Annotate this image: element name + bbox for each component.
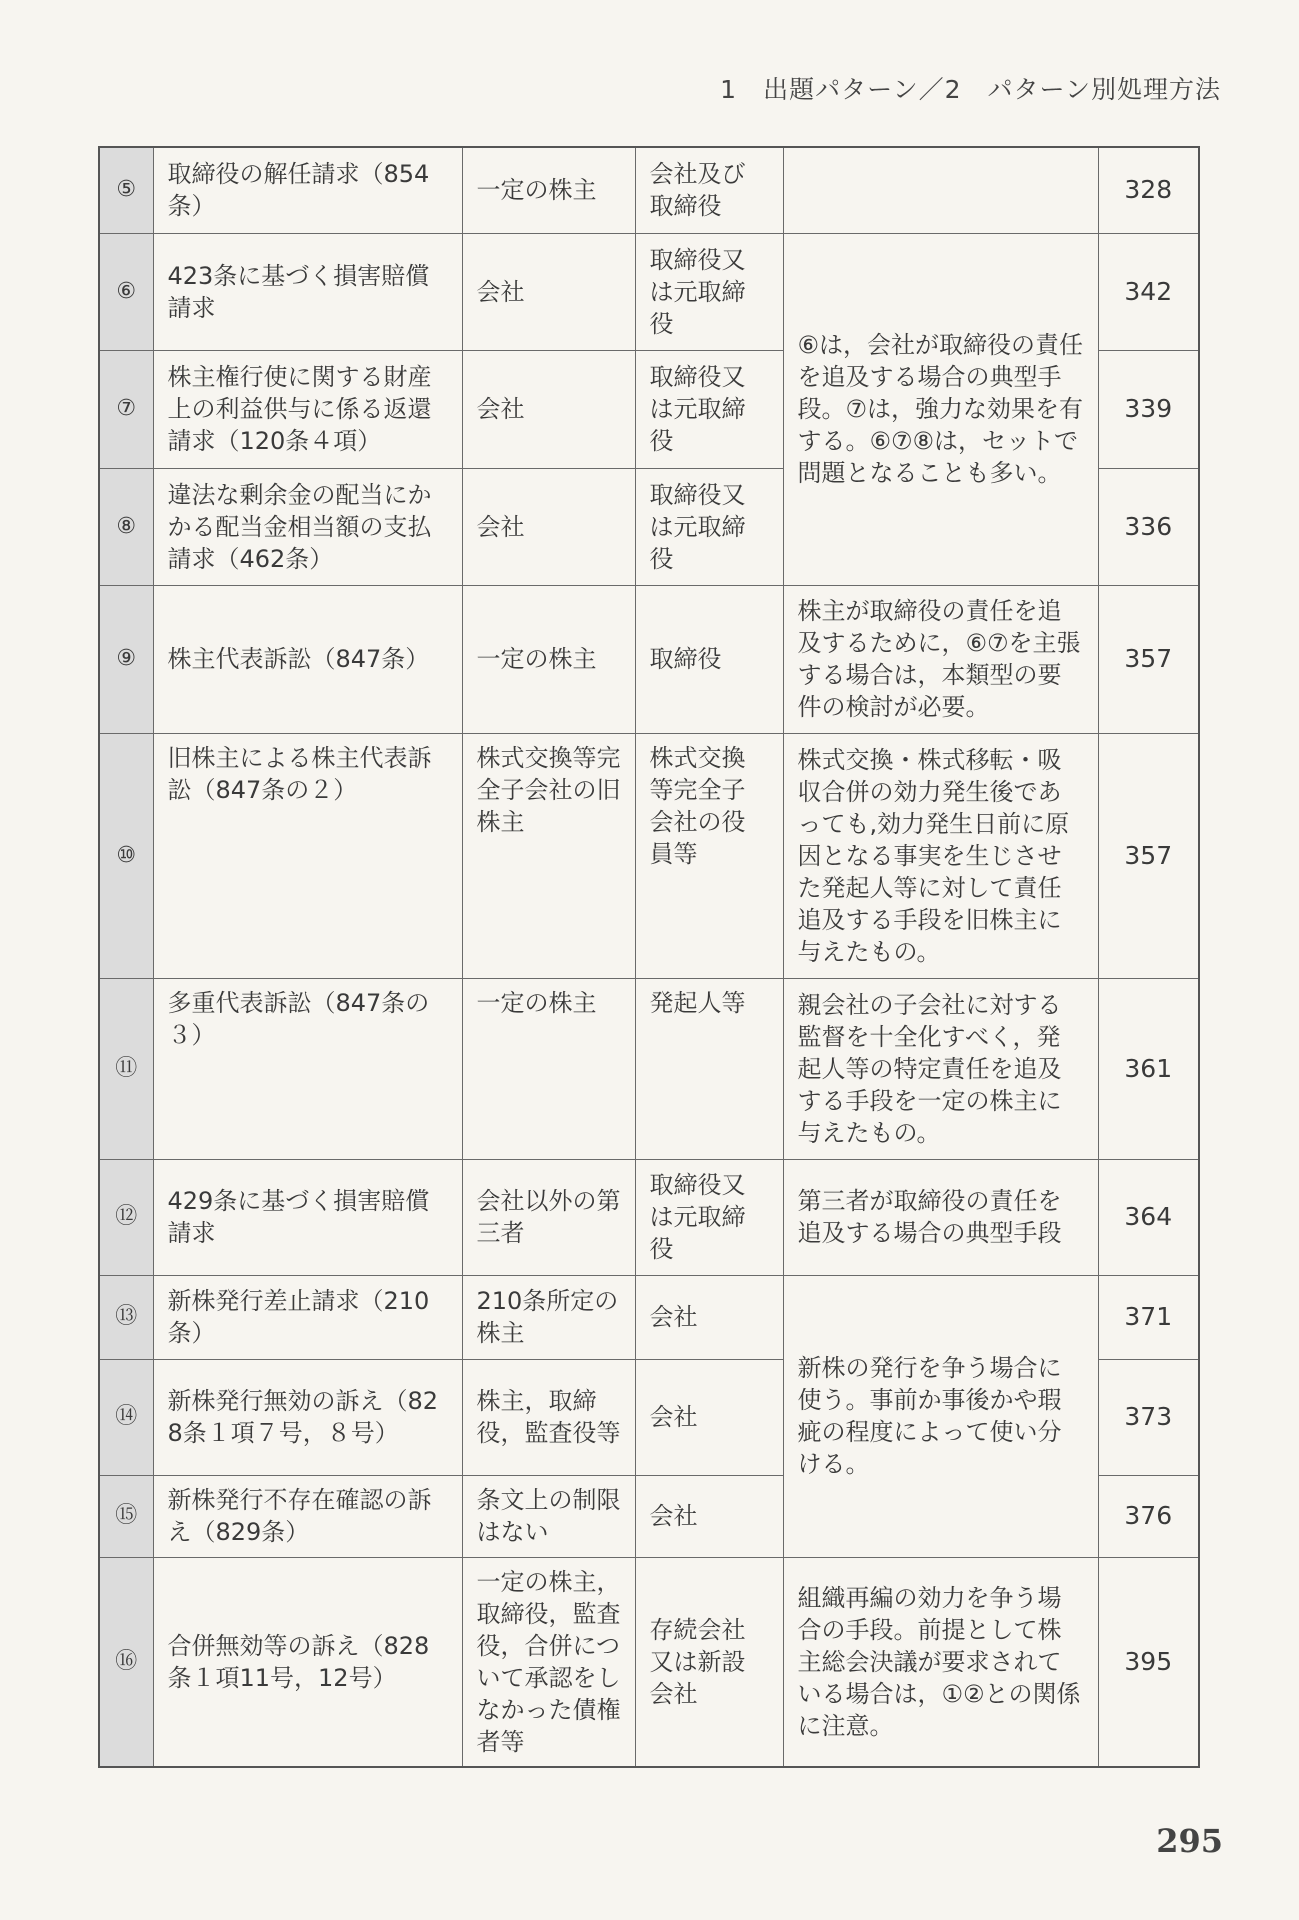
table-row — [99, 733, 1199, 978]
row-number: ⑤ — [99, 147, 153, 233]
page-ref-cell: 342 — [1098, 233, 1199, 350]
table-row — [99, 1159, 1199, 1275]
note-cell: 株主が取締役の責任を追及するために，⑥⑦を主張する場合は，本類型の要件の検討が必要。 — [783, 585, 1098, 733]
claim-cell: 株主代表訴訟（847条） — [153, 585, 462, 733]
plaintiff-cell: 一定の株主 — [462, 147, 635, 233]
row-number: ⑫ — [99, 1159, 153, 1275]
defendant-cell: 会社 — [635, 1275, 783, 1359]
plaintiff-cell: 条文上の制限はない — [462, 1475, 635, 1557]
table-row — [99, 1275, 1199, 1359]
page-ref-cell: 373 — [1098, 1359, 1199, 1475]
page-ref-cell: 376 — [1098, 1475, 1199, 1557]
page-ref-cell: 371 — [1098, 1275, 1199, 1359]
row-number: ⑬ — [99, 1275, 153, 1359]
page-ref-cell: 339 — [1098, 350, 1199, 468]
defendant-cell: 取締役又は元取締役 — [635, 1159, 783, 1275]
merged-note-cell: 新株の発行を争う場合に使う。事前か事後かや瑕疵の程度によって使い分ける。 — [783, 1275, 1098, 1557]
page-ref-cell: 395 — [1098, 1557, 1199, 1767]
note-cell: 第三者が取締役の責任を追及する場合の典型手段 — [783, 1159, 1098, 1275]
table-row — [99, 978, 1199, 1159]
defendant-cell: 取締役又は元取締役 — [635, 350, 783, 468]
row-number: ⑧ — [99, 468, 153, 585]
claim-cell: 新株発行無効の訴え（828条１項７号，８号） — [153, 1359, 462, 1475]
defendant-cell: 会社 — [635, 1359, 783, 1475]
running-head: 1 出題パターン／2 パターン別処理方法 — [720, 75, 1221, 104]
plaintiff-cell: 一定の株主 — [462, 978, 635, 1159]
row-number: ⑨ — [99, 585, 153, 733]
remedies-table — [98, 146, 1200, 1768]
defendant-cell: 株式交換等完全子会社の役員等 — [635, 733, 783, 978]
page-ref-cell: 357 — [1098, 585, 1199, 733]
row-number: ⑭ — [99, 1359, 153, 1475]
plaintiff-cell: 会社 — [462, 233, 635, 350]
note-cell: 親会社の子会社に対する監督を十全化すべく，発起人等の特定責任を追及する手段を一定の株主に与えたもの。 — [783, 978, 1098, 1159]
plaintiff-cell: 210条所定の株主 — [462, 1275, 635, 1359]
table-row — [99, 585, 1199, 733]
defendant-cell: 会社及び取締役 — [635, 147, 783, 233]
claim-cell: 多重代表訴訟（847条の３） — [153, 978, 462, 1159]
page-ref-cell: 364 — [1098, 1159, 1199, 1275]
claim-cell: 429条に基づく損害賠償請求 — [153, 1159, 462, 1275]
row-number: ⑩ — [99, 733, 153, 978]
table-row — [99, 233, 1199, 350]
plaintiff-cell: 会社 — [462, 350, 635, 468]
table-row — [99, 1557, 1199, 1767]
plaintiff-cell: 会社以外の第三者 — [462, 1159, 635, 1275]
merged-note-cell: ⑥は，会社が取締役の責任を追及する場合の典型手段。⑦は，強力な効果を有する。⑥⑦⑧は，セットで問題となることも多い。 — [783, 233, 1098, 585]
table-row — [99, 147, 1199, 233]
claim-cell: 423条に基づく損害賠償請求 — [153, 233, 462, 350]
defendant-cell: 存続会社又は新設会社 — [635, 1557, 783, 1767]
row-number: ⑦ — [99, 350, 153, 468]
plaintiff-cell: 一定の株主 — [462, 585, 635, 733]
page-number: 295 — [1156, 1822, 1223, 1860]
claim-cell: 合併無効等の訴え（828条１項11号，12号） — [153, 1557, 462, 1767]
page-ref-cell: 328 — [1098, 147, 1199, 233]
defendant-cell: 取締役 — [635, 585, 783, 733]
row-number: ⑥ — [99, 233, 153, 350]
claim-cell: 違法な剰余金の配当にかかる配当金相当額の支払請求（462条） — [153, 468, 462, 585]
note-cell: 組織再編の効力を争う場合の手段。前提として株主総会決議が要求されている場合は，①②との関係に注意。 — [783, 1557, 1098, 1767]
page-ref-cell: 357 — [1098, 733, 1199, 978]
claim-cell: 新株発行不存在確認の訴え（829条） — [153, 1475, 462, 1557]
defendant-cell: 発起人等 — [635, 978, 783, 1159]
note-cell — [783, 147, 1098, 233]
claim-cell: 株主権行使に関する財産上の利益供与に係る返還請求（120条４項） — [153, 350, 462, 468]
defendant-cell: 会社 — [635, 1475, 783, 1557]
defendant-cell: 取締役又は元取締役 — [635, 233, 783, 350]
plaintiff-cell: 株主，取締役，監査役等 — [462, 1359, 635, 1475]
page-ref-cell: 336 — [1098, 468, 1199, 585]
page-ref-cell: 361 — [1098, 978, 1199, 1159]
row-number: ⑮ — [99, 1475, 153, 1557]
row-number: ⑪ — [99, 978, 153, 1159]
row-number: ⑯ — [99, 1557, 153, 1767]
plaintiff-cell: 会社 — [462, 468, 635, 585]
claim-cell: 取締役の解任請求（854条） — [153, 147, 462, 233]
claim-cell: 旧株主による株主代表訴訟（847条の２） — [153, 733, 462, 978]
plaintiff-cell: 株式交換等完全子会社の旧株主 — [462, 733, 635, 978]
plaintiff-cell: 一定の株主，取締役，監査役，合併について承認をしなかった債権者等 — [462, 1557, 635, 1767]
defendant-cell: 取締役又は元取締役 — [635, 468, 783, 585]
note-cell: 株式交換・株式移転・吸収合併の効力発生後であっても,効力発生日前に原因となる事実を生じさせた発起人等に対して責任追及する手段を旧株主に与えたもの。 — [783, 733, 1098, 978]
claim-cell: 新株発行差止請求（210条） — [153, 1275, 462, 1359]
